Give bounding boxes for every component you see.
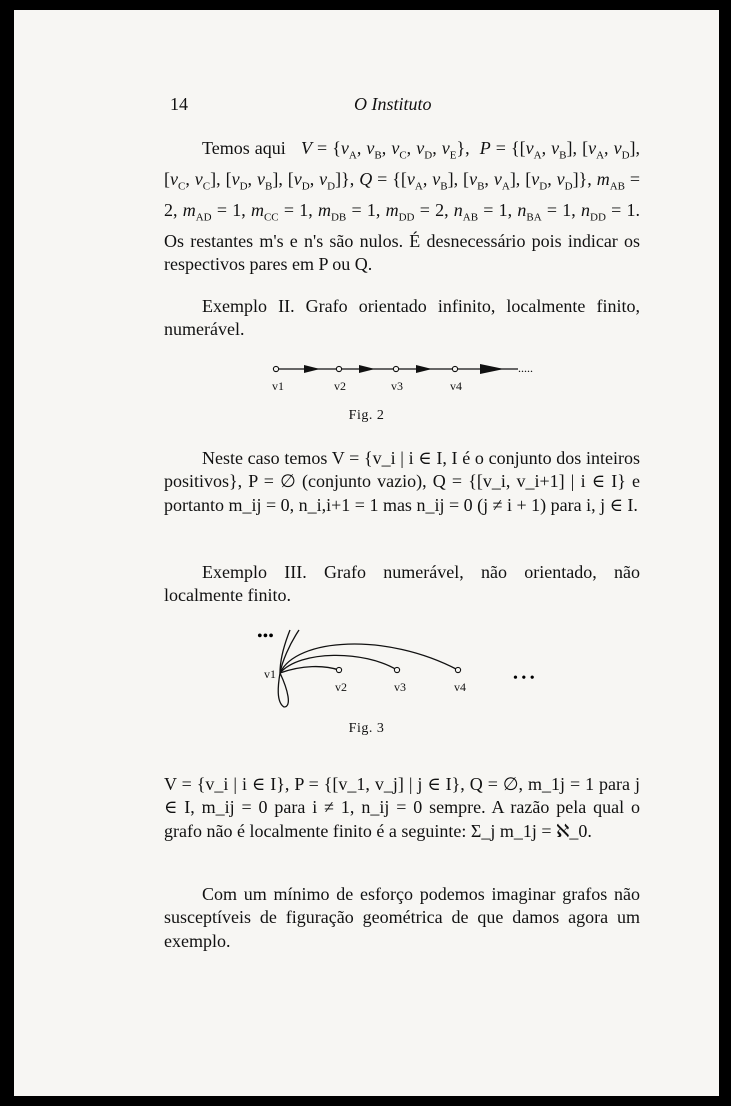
fig3-node-v2 bbox=[336, 667, 341, 672]
fig3-label-v4: v4 bbox=[454, 680, 466, 694]
fig3-label-v2: v2 bbox=[335, 680, 347, 694]
paragraph-2-text: Neste caso temos V = {v_i | i ∈ I, I é o conjunto dos inteiros positivos}, P = ∅ (conjunto vazio), Q = {[v_i, v_i+1] | i ∈ I} e portanto m_ij = 0, n_i,i+1 = 1 mas n_ij = 0 (j ≠ i + 1) para i, j ∈ I. bbox=[164, 448, 640, 515]
figure-3 bbox=[14, 10, 719, 750]
page bbox=[14, 10, 719, 1096]
fig2-label-v3: v3 bbox=[391, 379, 403, 393]
paragraph-1-lead: Temos aqui bbox=[202, 138, 286, 158]
paragraph-3-text: V = {v_i | i ∈ I}, P = {[v_1, v_j] | j ∈ I}, Q = ∅, m_1j = 1 para j ∈ I, m_ij = 0 para i ≠ 1, n_ij = 0 sempre. A razão pela qual o grafo não é localmente finito é a seguinte: Σ_j m_1j = ℵ_0. bbox=[164, 774, 640, 841]
fig2-continuation: ..... bbox=[518, 361, 533, 375]
paragraph-1-tail: Os restantes m's e n's são nulos. É desnecessário pois indicar os respectivos pares em P ou Q. bbox=[164, 230, 640, 274]
fig3-node-v4 bbox=[455, 667, 460, 672]
fig3-label-v1: v1 bbox=[264, 667, 276, 681]
example-3-heading: Exemplo III. Grafo numerável, não orientado, não localmente finito. bbox=[164, 562, 640, 606]
fig2-label-v4: v4 bbox=[450, 379, 462, 393]
journal-title: O Instituto bbox=[354, 94, 432, 114]
fig2-label-v2: v2 bbox=[334, 379, 346, 393]
fig3-dots-right: • • • bbox=[513, 671, 535, 686]
paragraph-4: Com um mínimo de esforço podemos imaginar grafos não susceptíveis de figuração geométrica de que damos agora um exemplo. bbox=[164, 884, 640, 951]
paragraph-1: Temos aqui $V = \{v_A$, $v_B$, $v_C$, $v_D$, $v_E$}, $P = \{[v_A$, $v_B$], [$v_A$, $v_D$], [$v_C$, $v_C$], [$v_D$, $v_B$], [$v_D$, $v_D$]}, $Q = \{[v_A$, $v_B$], [$v_B$, $v_A$], [$v_D$, $v_D$]}, $m_{AB} = 2$, $m_{AD} = 1$, $m_{CC} = 1$, $m_{DB} = 1$, $m_{DD} = 2$, $n_{AB} = 1$, $n_{BA} = 1$, $n_{DD} = 1$. Os restantes m's e n's são nulos. É desnecessário pois indicar os respectivos pares em P ou Q. bbox=[164, 138, 641, 274]
paragraph-3 bbox=[164, 773, 640, 843]
fig3-node-v3 bbox=[394, 667, 399, 672]
fig3-dots-left: ••• bbox=[257, 628, 274, 645]
fig3-caption: Fig. 3 bbox=[348, 721, 385, 736]
fig2-label-v1: v1 bbox=[272, 379, 284, 393]
example-2-heading: Exemplo II. Grafo orientado infinito, localmente finito, numerável. bbox=[164, 296, 640, 340]
fig3-label-v3: v3 bbox=[394, 680, 406, 694]
fig2-caption: Fig. 2 bbox=[348, 408, 385, 423]
page-number: 14 bbox=[170, 94, 188, 114]
